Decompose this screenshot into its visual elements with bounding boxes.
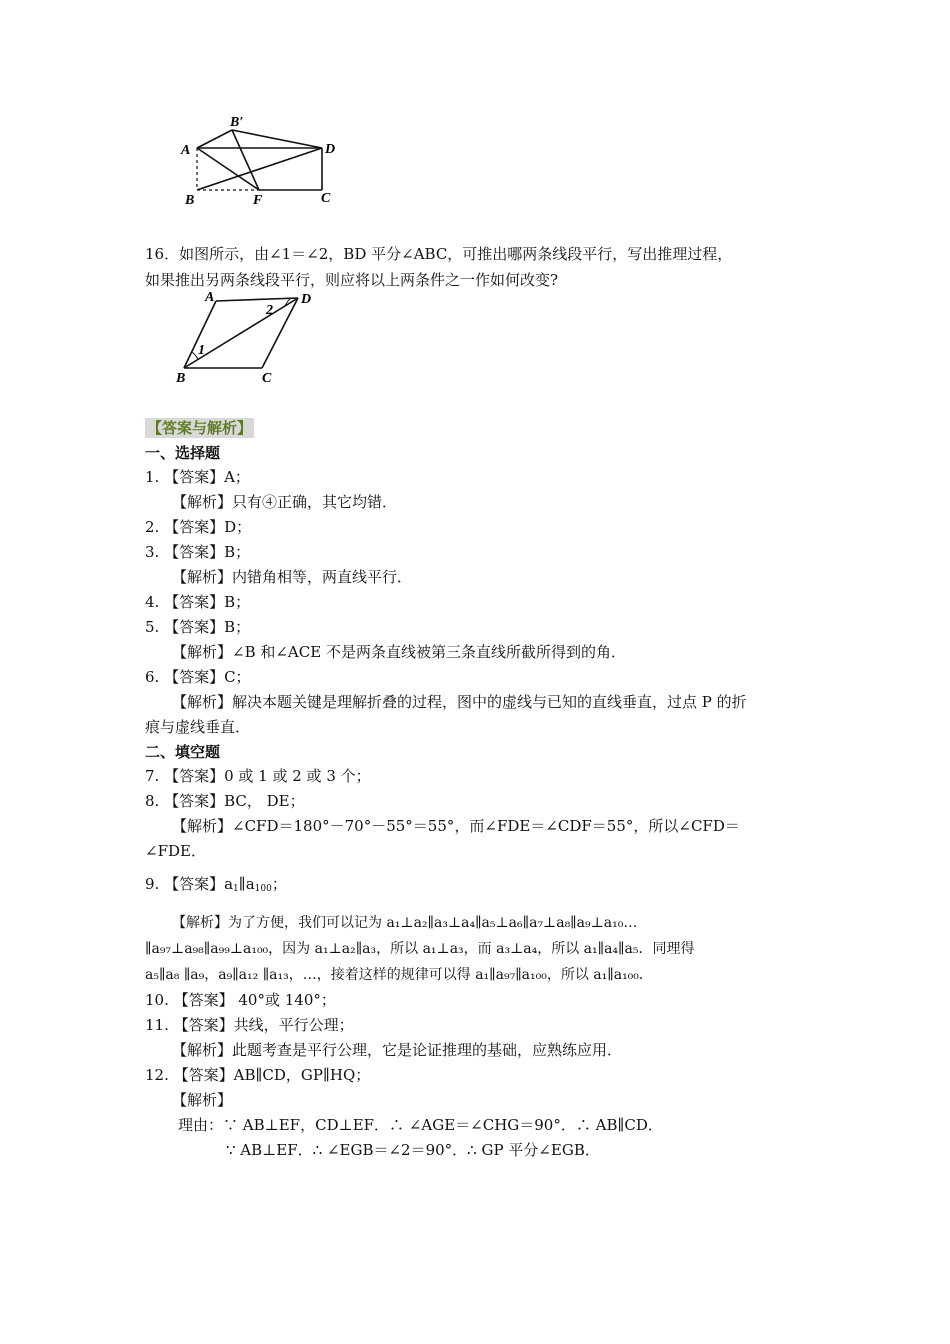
explain-3: 【解析】内错角相等，两直线平行． xyxy=(172,568,413,586)
explain-12-reason2: ∵ AB⊥EF．∴ ∠EGB＝∠2＝90°．∴ GP 平分∠EGB． xyxy=(226,1141,600,1159)
explain-11: 【解析】此题考查是平行公理，它是论证推理的基础，应熟练应用． xyxy=(172,1041,623,1059)
fig1-label-c: C xyxy=(321,191,331,206)
fig2-label-a: A xyxy=(205,290,215,305)
section-choice: 一、选择题 xyxy=(145,444,221,462)
answer-8: 8. 【答案】BC， DE； xyxy=(145,792,305,810)
explain-12-reason1: 理由：∵ AB⊥EF，CD⊥EF．∴ ∠AGE＝∠CHG＝90°．∴ AB∥CD． xyxy=(178,1116,663,1134)
fig1-label-d: D xyxy=(325,142,336,157)
fig1-label-a: A xyxy=(181,143,191,158)
fig2-angle-2: 2 xyxy=(266,303,273,318)
answer-2: 2. 【答案】D； xyxy=(145,518,252,536)
answer-4: 4. 【答案】B； xyxy=(145,593,251,611)
explain-6-line1: 【解析】解决本题关键是理解折叠的过程，图中的虚线与已知的直线垂直，过点 P 的折 xyxy=(172,693,747,711)
figure-fold-rectangle xyxy=(175,110,350,210)
figure-parallelogram xyxy=(170,288,330,388)
answer-5: 5. 【答案】B； xyxy=(145,618,251,636)
fig2-label-d: D xyxy=(301,292,312,307)
explain-9-line1: 【解析】为了方便，我们可以记为 a₁⊥a₂∥a₃⊥a₄∥a₅⊥a₆∥a₇⊥a₈∥a₉⊥a₁₀… xyxy=(172,915,638,931)
explain-9-line2: ∥a₉₇⊥a₉₈∥a₉₉⊥a₁₀₀，因为 a₁⊥a₂∥a₃，所以 a₁⊥a₃，而 a₃⊥a₄，所以 a₁∥a₄∥a₅．同理得 xyxy=(145,941,695,957)
answer-7: 7. 【答案】0 或 1 或 2 或 3 个； xyxy=(145,767,371,785)
explain-8-line2: ∠FDE． xyxy=(145,842,206,860)
fig1-label-b: B xyxy=(185,193,195,208)
answer-9: 9. 【答案】$a_1\parallel a_{100}$； xyxy=(145,875,287,894)
answer-3: 3. 【答案】B； xyxy=(145,543,251,561)
answer-10: 10. 【答案】 40°或 140°； xyxy=(145,991,336,1009)
q16-line1: 16．如图所示，由∠1＝∠2，BD 平分∠ABC，可推出哪两条线段平行，写出推理过程， xyxy=(145,245,733,263)
answer-11: 11. 【答案】共线，平行公理； xyxy=(145,1016,354,1034)
fig1-label-f: F xyxy=(253,193,263,208)
answers-banner: 【答案与解析】 xyxy=(147,419,253,437)
explain-8-line1: 【解析】∠CFD＝180°－70°－55°＝55°，而∠FDE＝∠CDF＝55°，所以∠CFD＝ xyxy=(172,817,740,835)
answer-12: 12. 【答案】AB∥CD，GP∥HQ； xyxy=(145,1066,371,1084)
explain-9-line3: a₅∥a₈ ∥a₉，a₉∥a₁₂ ∥a₁₃，…，接着这样的规律可以得 a₁∥a₉₇∥a₁₀₀，所以 a₁∥a₁₀₀． xyxy=(145,967,653,983)
explain-6-line2: 痕与虚线垂直． xyxy=(145,718,251,736)
q16-line2: 如果推出另两条线段平行，则应将以上两条件之一作如何改变? xyxy=(145,271,559,289)
explain-12-label: 【解析】 xyxy=(172,1091,233,1109)
fig1-label-b-prime: B′ xyxy=(230,115,244,130)
fig2-label-c: C xyxy=(262,371,272,386)
answer-6: 6. 【答案】C； xyxy=(145,668,251,686)
explain-1: 【解析】只有④正确，其它均错． xyxy=(172,493,398,511)
explain-5: 【解析】∠B 和∠ACE 不是两条直线被第三条直线所截所得到的角． xyxy=(172,643,626,661)
fig2-angle-1: 1 xyxy=(198,343,205,358)
fig2-label-b: B xyxy=(176,371,186,386)
answer-1: 1. 【答案】A； xyxy=(145,468,250,486)
section-fill: 二、填空题 xyxy=(145,743,221,761)
